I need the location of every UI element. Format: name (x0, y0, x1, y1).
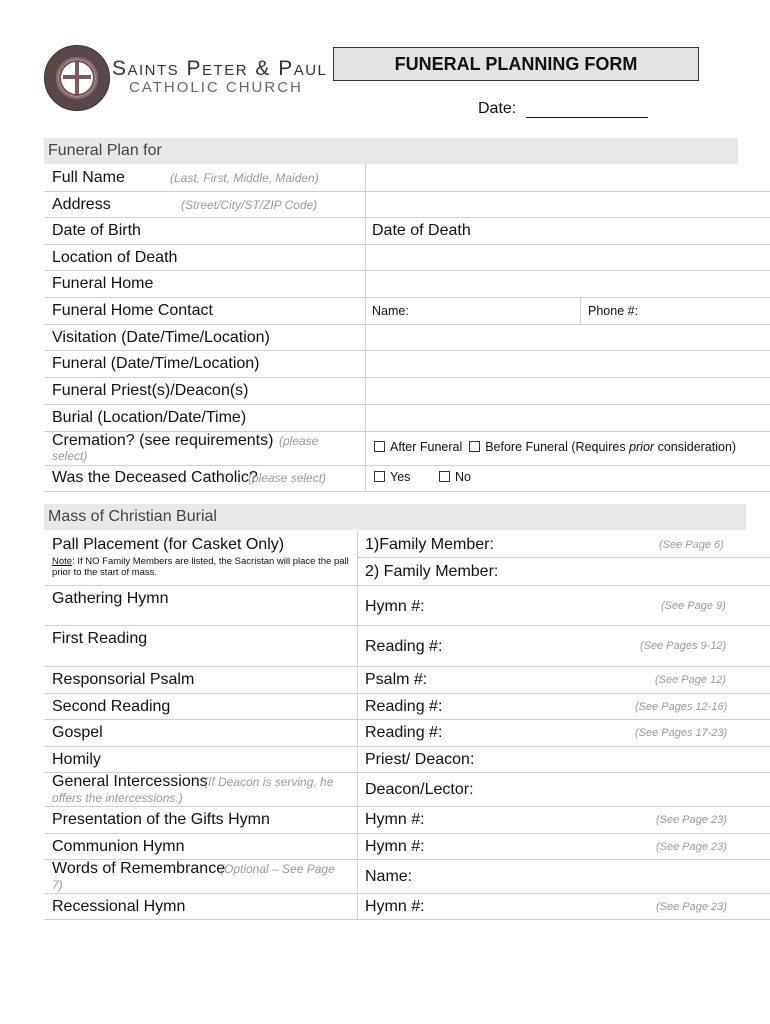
table-row (44, 377, 770, 405)
table-row (44, 244, 770, 271)
funeral-home-field[interactable] (366, 270, 770, 296)
page-ref: (See Page 23) (656, 841, 727, 853)
table-row (44, 693, 770, 720)
field-label: Reading #: (365, 638, 443, 655)
before-funeral-checkbox[interactable] (469, 441, 480, 452)
table-row (44, 270, 770, 298)
table-row (44, 719, 770, 747)
form-title: FUNERAL PLANNING FORM (333, 47, 699, 81)
row-label: First Reading (52, 630, 148, 647)
row-hint: (Optional – See Page (220, 862, 335, 876)
table-row (44, 297, 770, 325)
field-label: Deacon/Lector: (365, 781, 474, 798)
row-label: General Intercessions (52, 773, 208, 790)
note-text: : If NO Family Members are listed, the Sacristan will place the pall prior to the start of mass. (52, 556, 349, 578)
row-label: Words of Remembrance (52, 860, 226, 877)
table-row (44, 217, 770, 245)
row-label: Gospel (52, 724, 103, 741)
row-label: Gathering Hymn (52, 590, 169, 607)
date-field[interactable] (526, 117, 648, 118)
church-seal-logo (44, 45, 110, 111)
page-ref: (See Pages 12-16) (635, 701, 728, 713)
church-name-line2: CATHOLIC CHURCH (129, 79, 303, 96)
table-row (44, 806, 770, 834)
field-label: Psalm #: (365, 671, 428, 688)
row-hint: (Last, First, Middle, Maiden) (170, 171, 319, 185)
date-label: Date: (478, 100, 517, 117)
table-row (44, 531, 770, 586)
page-ref: (See Page 12) (655, 674, 726, 686)
pall-note (52, 556, 356, 578)
row-label: Funeral (Date/Time/Location) (52, 355, 260, 372)
row-label: Visitation (Date/Time/Location) (52, 329, 270, 346)
section-header-mass: Mass of Christian Burial (44, 504, 746, 530)
table-row (44, 324, 770, 351)
row-hint: (please select) (248, 471, 327, 485)
table-row (44, 191, 770, 218)
table-row (44, 585, 770, 626)
table-row (44, 164, 770, 192)
burial-field[interactable] (366, 404, 770, 430)
field-label: Reading #: (365, 698, 443, 715)
page-ref: (See Pages 17-23) (635, 727, 728, 739)
table-row (44, 625, 770, 667)
row-hint: 7) (52, 878, 63, 892)
yes-label: Yes (390, 470, 411, 484)
page-ref: (See Page 9) (661, 600, 726, 612)
full-name-field[interactable] (366, 164, 770, 190)
table-row (44, 833, 770, 860)
contact-name-label: Name: (372, 304, 409, 318)
date-of-death-label: Date of Death (372, 222, 471, 239)
row-label: Responsorial Psalm (52, 671, 195, 688)
table-row (44, 431, 770, 466)
after-funeral-label: After Funeral (390, 440, 463, 454)
address-field[interactable] (366, 191, 770, 216)
page-ref: (See Pages 9-12) (640, 640, 727, 652)
location-of-death-field[interactable] (366, 244, 770, 269)
field-label: Priest/ Deacon: (365, 751, 475, 768)
note-label: Note (52, 556, 73, 567)
row-label: Location of Death (52, 249, 178, 266)
row-label: Funeral Priest(s)/Deacon(s) (52, 382, 249, 399)
family-member-2-label: 2) Family Member: (365, 563, 499, 580)
section-header-funeral-plan: Funeral Plan for (44, 138, 738, 164)
priests-field[interactable] (366, 377, 770, 403)
row-label: Date of Birth (52, 222, 141, 239)
field-label: Name: (365, 868, 413, 885)
page-ref: (See Page 23) (656, 814, 727, 826)
field-label: Reading #: (365, 724, 443, 741)
catholic-no-checkbox[interactable] (439, 471, 450, 482)
row-hint: (If Deacon is serving, he (204, 775, 334, 789)
table-row (44, 666, 770, 694)
catholic-yes-checkbox[interactable] (374, 471, 385, 482)
row-label: Address (52, 196, 111, 213)
table-row (44, 859, 770, 894)
prior-emphasis: prior (629, 440, 655, 454)
row-label: Pall Placement (for Casket Only) (52, 536, 285, 553)
page-ref: (See Page 6) (659, 539, 724, 551)
visitation-field[interactable] (366, 324, 770, 349)
table-row (44, 465, 770, 492)
row-label: Homily (52, 751, 101, 768)
contact-phone-label: Phone #: (588, 304, 639, 318)
table-row (44, 350, 770, 378)
family-member-1-label: 1)Family Member: (365, 536, 494, 553)
row-label: Presentation of the Gifts Hymn (52, 811, 270, 828)
table-row (44, 404, 770, 432)
field-label: Hymn #: (365, 811, 425, 828)
row-label: Cremation? (see requirements) (52, 432, 274, 449)
row-label: Was the Deceased Catholic? (52, 469, 258, 486)
row-hint: offers the intercessions.) (52, 791, 183, 805)
field-label: Hymn #: (365, 898, 425, 915)
row-label: Full Name (52, 169, 125, 186)
table-row (44, 746, 770, 773)
row-hint: select) (52, 449, 88, 463)
row-label: Recessional Hymn (52, 898, 186, 915)
field-label: Hymn #: (365, 838, 425, 855)
page-ref: (See Page 23) (656, 901, 727, 913)
row-hint: (Street/City/ST/ZIP Code) (181, 198, 318, 212)
no-label: No (455, 470, 471, 484)
row-label: Funeral Home (52, 275, 154, 292)
consideration-label: consideration) (657, 440, 737, 454)
after-funeral-checkbox[interactable] (374, 441, 385, 452)
before-funeral-label: Before Funeral (Requires (485, 440, 626, 454)
row-hint: (please (279, 434, 319, 448)
church-name-line1: Saints Peter & Paul (112, 57, 328, 80)
row-label: Funeral Home Contact (52, 302, 213, 319)
field-label: Hymn #: (365, 598, 425, 615)
row-label: Second Reading (52, 698, 171, 715)
table-row (44, 893, 770, 920)
row-label: Communion Hymn (52, 838, 185, 855)
funeral-field[interactable] (366, 350, 770, 376)
row-label: Burial (Location/Date/Time) (52, 409, 247, 426)
table-row (44, 772, 770, 807)
